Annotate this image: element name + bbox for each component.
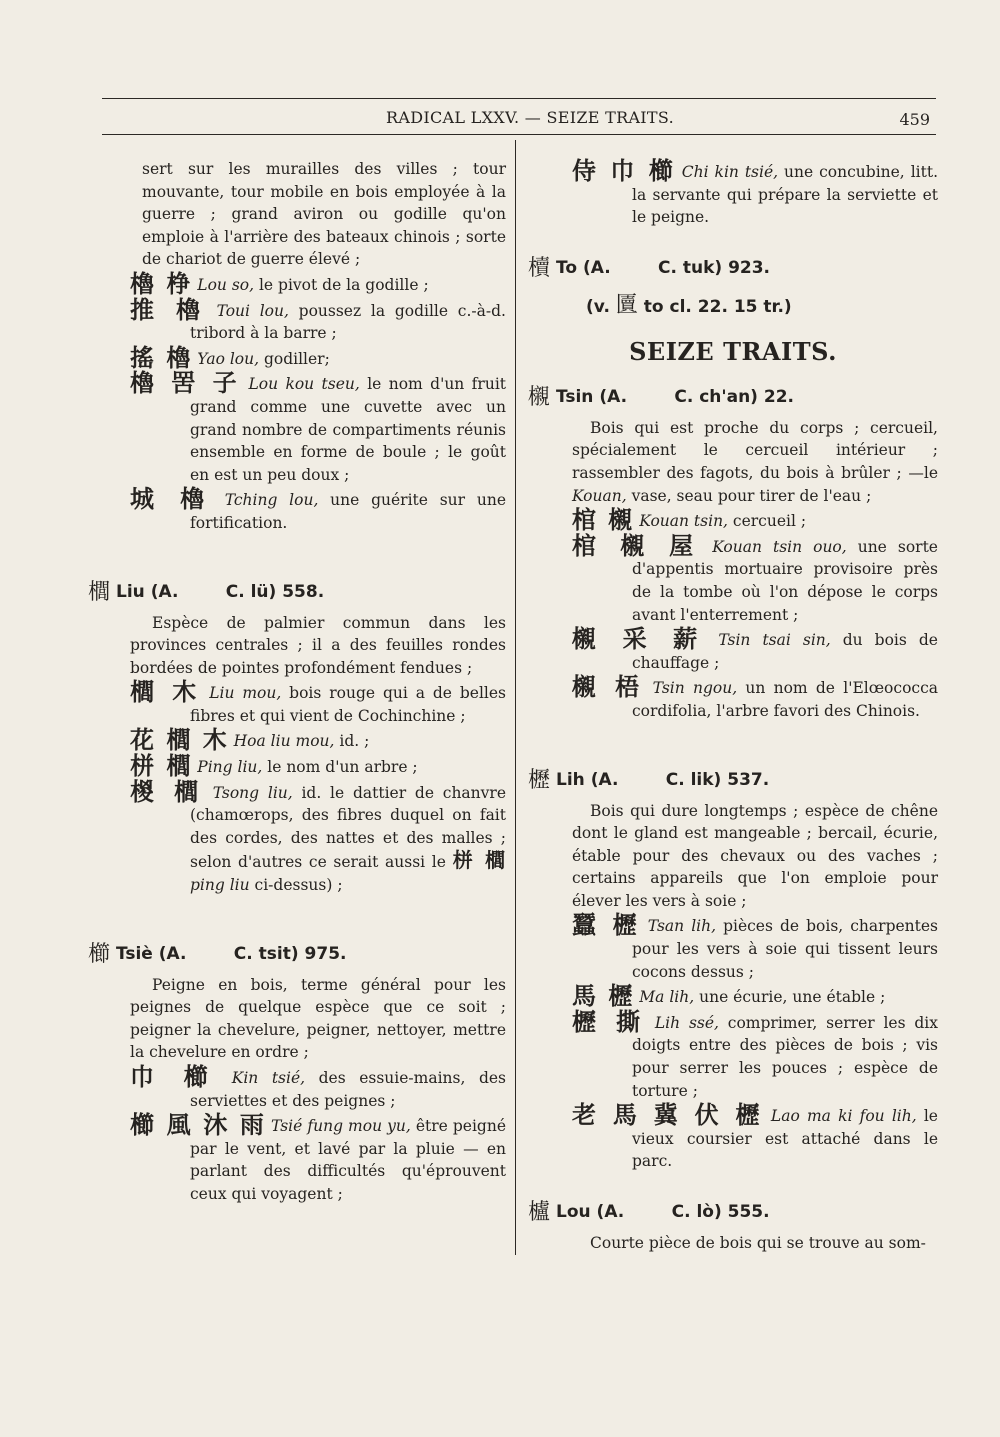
sub-entry: 櫓 罟 子 Lou kou tseu, le nom d'un fruit grand comme une cuvette avec un grand nombre de compartiments réunis ensemble en forme de boule ; le goût en est un peu doux ; [130, 369, 507, 484]
sub-entry: 櫬 梧 Tsin ngou, un nom de l'Elœococca cordifolia, l'arbre favori des Chinois. [572, 673, 939, 720]
running-header: RADICAL LXXV. — SEIZE TRAITS. [386, 108, 674, 127]
entry-character: 櫛 [88, 941, 111, 967]
cross-reference: (v. 匵 to cl. 22. 15 tr.) [586, 292, 792, 318]
sub-entry: 侍 巾 櫛 Chi kin tsié, une concubine, litt. la servante qui prépare la serviette et le peigne. [572, 157, 938, 227]
sub-entry: 蠶 櫪 Tsan lih, pièces de bois, charpentes pour les vers à soie qui tissent leurs cocons dessus ; [572, 911, 938, 981]
sub-entry: 櫬 采 薪 Tsin tsai sin, du bois de chauffage ; [572, 625, 938, 672]
sub-entry: 櫓 棦 Lou so, le pivot de la godille ; [130, 269, 429, 298]
entry-heading-lih: 櫪 Lih (A. C. lik) 537. [528, 767, 770, 793]
entry-definition: Peigne en bois, terme général pour les peignes de quelque espèce que ce soit ; peigner la chevelure, peigner, nettoyer, mettre la chevelure en ordre ; [130, 975, 506, 1062]
right-column [528, 158, 938, 1255]
sub-entry: 城 櫓 Tching lou, une guérite sur une fortification. [130, 485, 506, 532]
sub-entry: 花 櫚 木 Hoa liu mou, id. ; [130, 726, 370, 755]
sub-entry: 櫚 木 Liu mou, bois rouge qui a de belles fibres et qui vient de Cochinchine ; [130, 678, 506, 725]
column-divider [515, 140, 516, 1255]
sub-entry: 棺 櫬 Kouan tsin, cercueil ; [572, 506, 807, 535]
entry-character: 櫝 [528, 255, 551, 281]
entry-heading-lou: 櫨 Lou (A. C. lò) 555. [528, 1200, 770, 1225]
sub-entry: 老 馬 冀 伏 櫪 Lao ma ki fou lih, le vieux coursier est attaché dans le parc. [572, 1101, 938, 1171]
sub-entry: 栟 櫚 Ping liu, le nom d'un arbre ; [130, 752, 418, 781]
entry-heading-to: 櫝 To (A. C. tuk) 923. [528, 255, 771, 281]
header-bottom-rule [102, 134, 936, 135]
entry-character: 櫪 [528, 767, 551, 793]
continued-definition: sert sur les murailles des villes ; tour mouvante, tour mobile en bois employée à la guerre ; grand aviron ou godille qu'on emploie à l'arrière des bateaux chinois ; sorte de chariot de guerre élevé ; [142, 160, 506, 269]
sub-entry: 搖 櫓 Yao lou, godiller; [130, 343, 330, 372]
entry-heading-tsin: 櫬 Tsin (A. C. ch'an) 22. [528, 384, 794, 410]
header-top-rule [102, 98, 936, 99]
sub-entry: 馬 櫪 Ma lih, une écurie, une étable ; [572, 982, 886, 1011]
sub-entry: 棺 櫬 屋 Kouan tsin ouo, une sorte d'appentis mortuaire provisoire près de la tombe où l'on dépose le corps avant l'enterrement ; [572, 531, 938, 624]
sub-entry: 巾 櫛 Kin tsié, des essuie-mains, des serviettes et des peignes ; [130, 1063, 507, 1110]
entry-character: 櫨 [528, 1200, 551, 1225]
page-number: 459 [899, 110, 930, 129]
entry-character: 櫚 [88, 579, 111, 605]
entry-definition: Bois qui est proche du corps ; cercueil, spécialement le cercueil intérieur ; rassembler des fagots, du bois à brûler ; —le Kouan, vase, seau pour tirer de l'eau ; [572, 418, 938, 505]
sub-entry: 推 櫓 Toui lou, poussez la godille c.-à-d. tribord à la barre ; [130, 295, 506, 343]
entry-heading-tsie: 櫛 Tsiè (A. C. tsit) 975. [88, 941, 347, 967]
sub-entry: 椶 櫚 Tsong liu, id. le dattier de chanvre (chamœrops, des fibres duquel on fait des cordes, des nattes et des malles ; selon d'autres ce serait aussi le 栟 櫚 ping liu ci-dessus) ; [130, 777, 507, 895]
sub-entry: 櫛 風 沐 雨 Tsié fung mou yu, être peigné par le vent, et lavé par la pluie — en parlant des difficultés qu'éprouvent ceux qui voyagent ; [130, 1111, 506, 1203]
entry-heading-liu: 櫚 Liu (A. C. lü) 558. [88, 579, 325, 605]
entry-definition: Courte pièce de bois qui se trouve au som- [590, 1234, 926, 1252]
entry-character: 櫬 [528, 384, 551, 410]
entry-definition: Bois qui dure longtemps ; espèce de chêne dont le gland est mangeable ; bercail, écurie, étable pour des chevaux ou des vaches ; certains appareils que l'on emploie pour élever les vers à soie ; [572, 801, 938, 910]
section-title: SEIZE TRAITS. [629, 336, 837, 366]
entry-definition: Espèce de palmier commun dans les provinces centrales ; il a des feuilles rondes bordées de pointes profondément fendues ; [130, 613, 506, 677]
sub-entry: 櫪 撕 Lih ssé, comprimer, serrer les dix doigts entre des pièces de bois ; vis pour serrer les pouces ; espèce de torture ; [572, 1007, 939, 1100]
left-column [88, 158, 507, 1206]
